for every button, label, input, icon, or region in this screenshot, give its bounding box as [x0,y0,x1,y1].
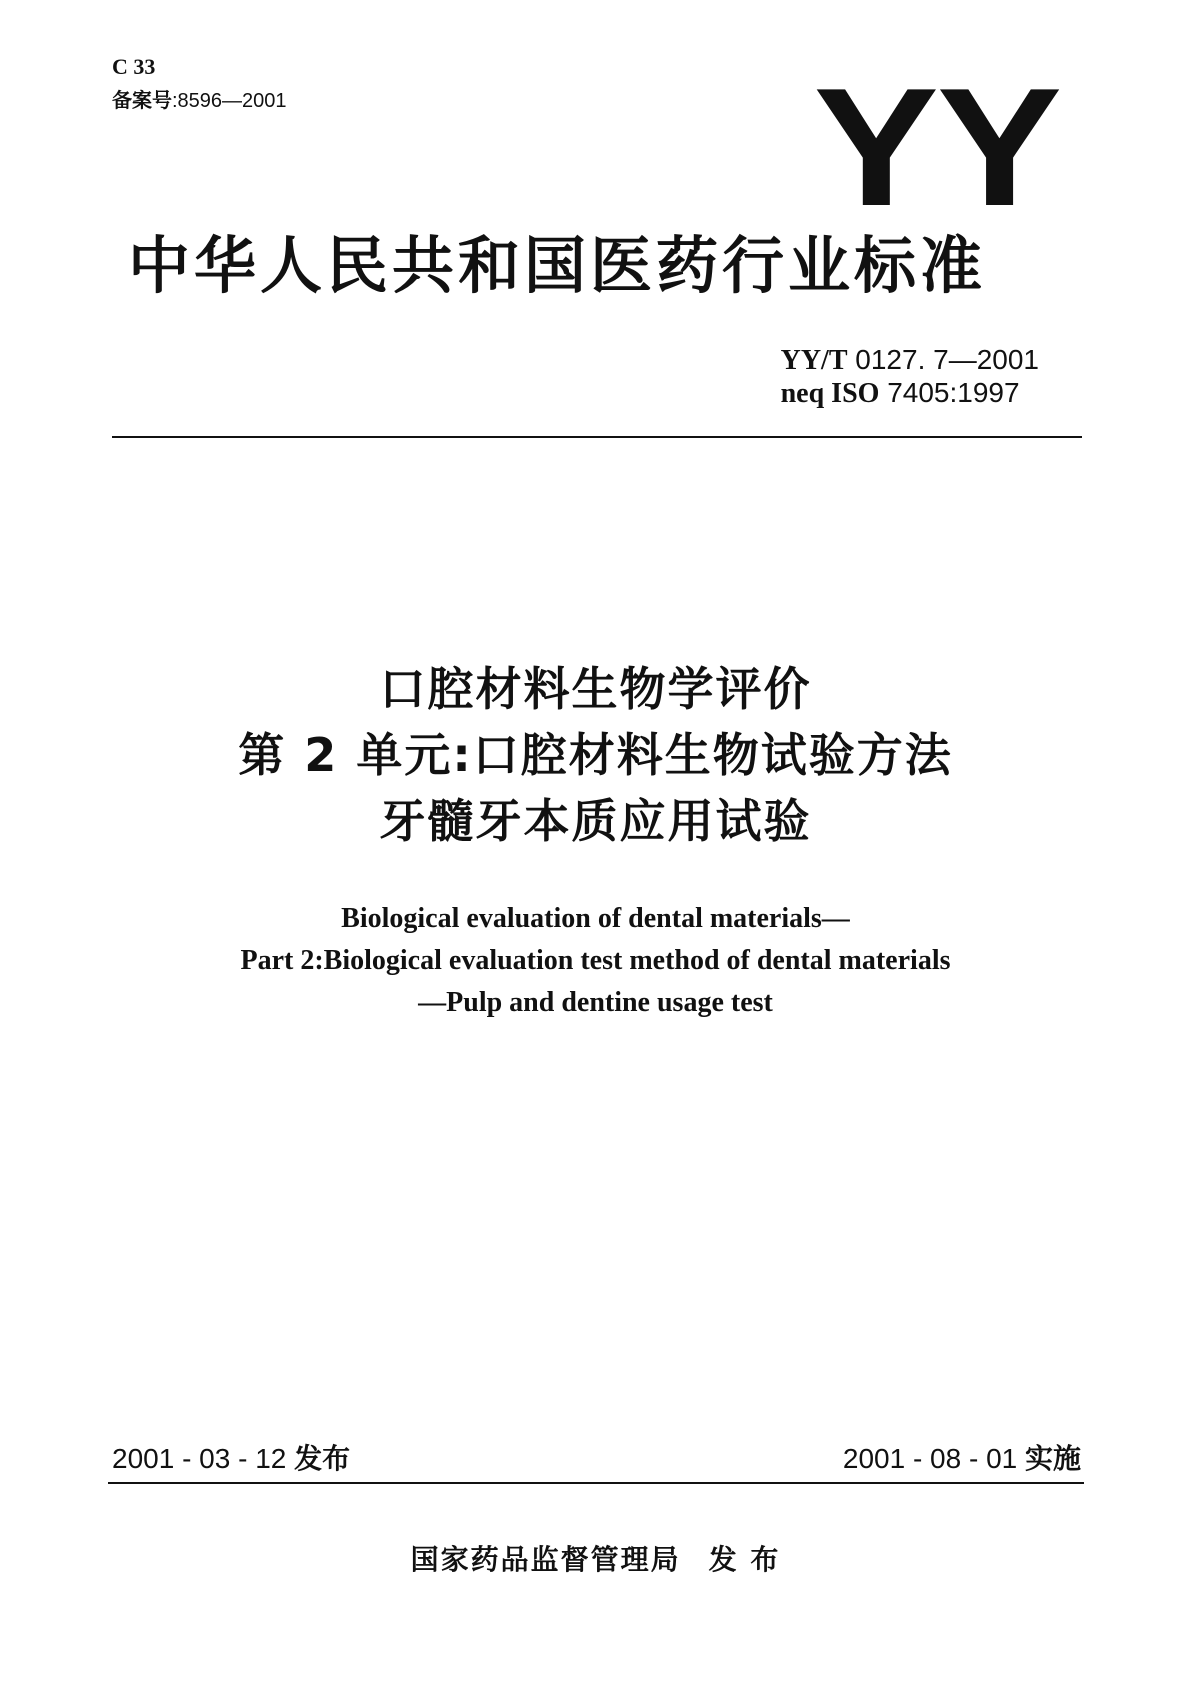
chinese-title-line-2: 第 2 单元:口腔材料生物试验方法 [238,728,953,782]
issue-date-suffix: 发布 [286,1443,351,1474]
standard-number-prefix: YY/T [780,345,848,376]
publisher-action: 发 布 [708,1543,781,1576]
chinese-title-block [0,656,1191,854]
classification-code: C 33 [112,54,156,79]
english-title-line-1: Biological evaluation of dental materials— [341,903,850,934]
issue-date [112,1442,350,1476]
iso-equivalence [781,377,1039,410]
standard-number-value: 0127. 7—2001 [847,344,1039,375]
standard-category-title: 中华人民共和国医药行业标准 [128,229,987,302]
bottom-divider [108,1482,1084,1484]
standard-number-block [781,344,1039,410]
implementation-date-value: 2001 - 08 - 01 [842,1443,1018,1474]
yy-logo: YY [813,53,1060,241]
issue-date-value: 2001 - 03 - 12 [112,1443,287,1474]
publisher-name: 国家药品监督管理局 [410,1543,681,1576]
filing-number-value: :8596—2001 [172,90,287,112]
implementation-date [843,1442,1081,1476]
english-title-line-2: Part 2:Biological evaluation test method of dental materials [240,945,951,976]
publisher-line [0,1542,1191,1578]
standard-number [781,344,1039,377]
top-divider [112,436,1082,438]
chinese-title-line-1: 口腔材料生物学评价 [379,662,812,716]
english-title-block [0,898,1191,1024]
english-title-line-3: —Pulp and dentine usage test [418,987,773,1018]
filing-number [112,88,287,114]
iso-equivalence-prefix: neq ISO [780,378,880,409]
implementation-date-suffix: 实施 [1017,1443,1081,1474]
iso-equivalence-value: 7405:1997 [879,377,1020,408]
filing-number-label: 备案号 [112,90,172,112]
chinese-title-line-3: 牙髓牙本质应用试验 [379,794,812,848]
